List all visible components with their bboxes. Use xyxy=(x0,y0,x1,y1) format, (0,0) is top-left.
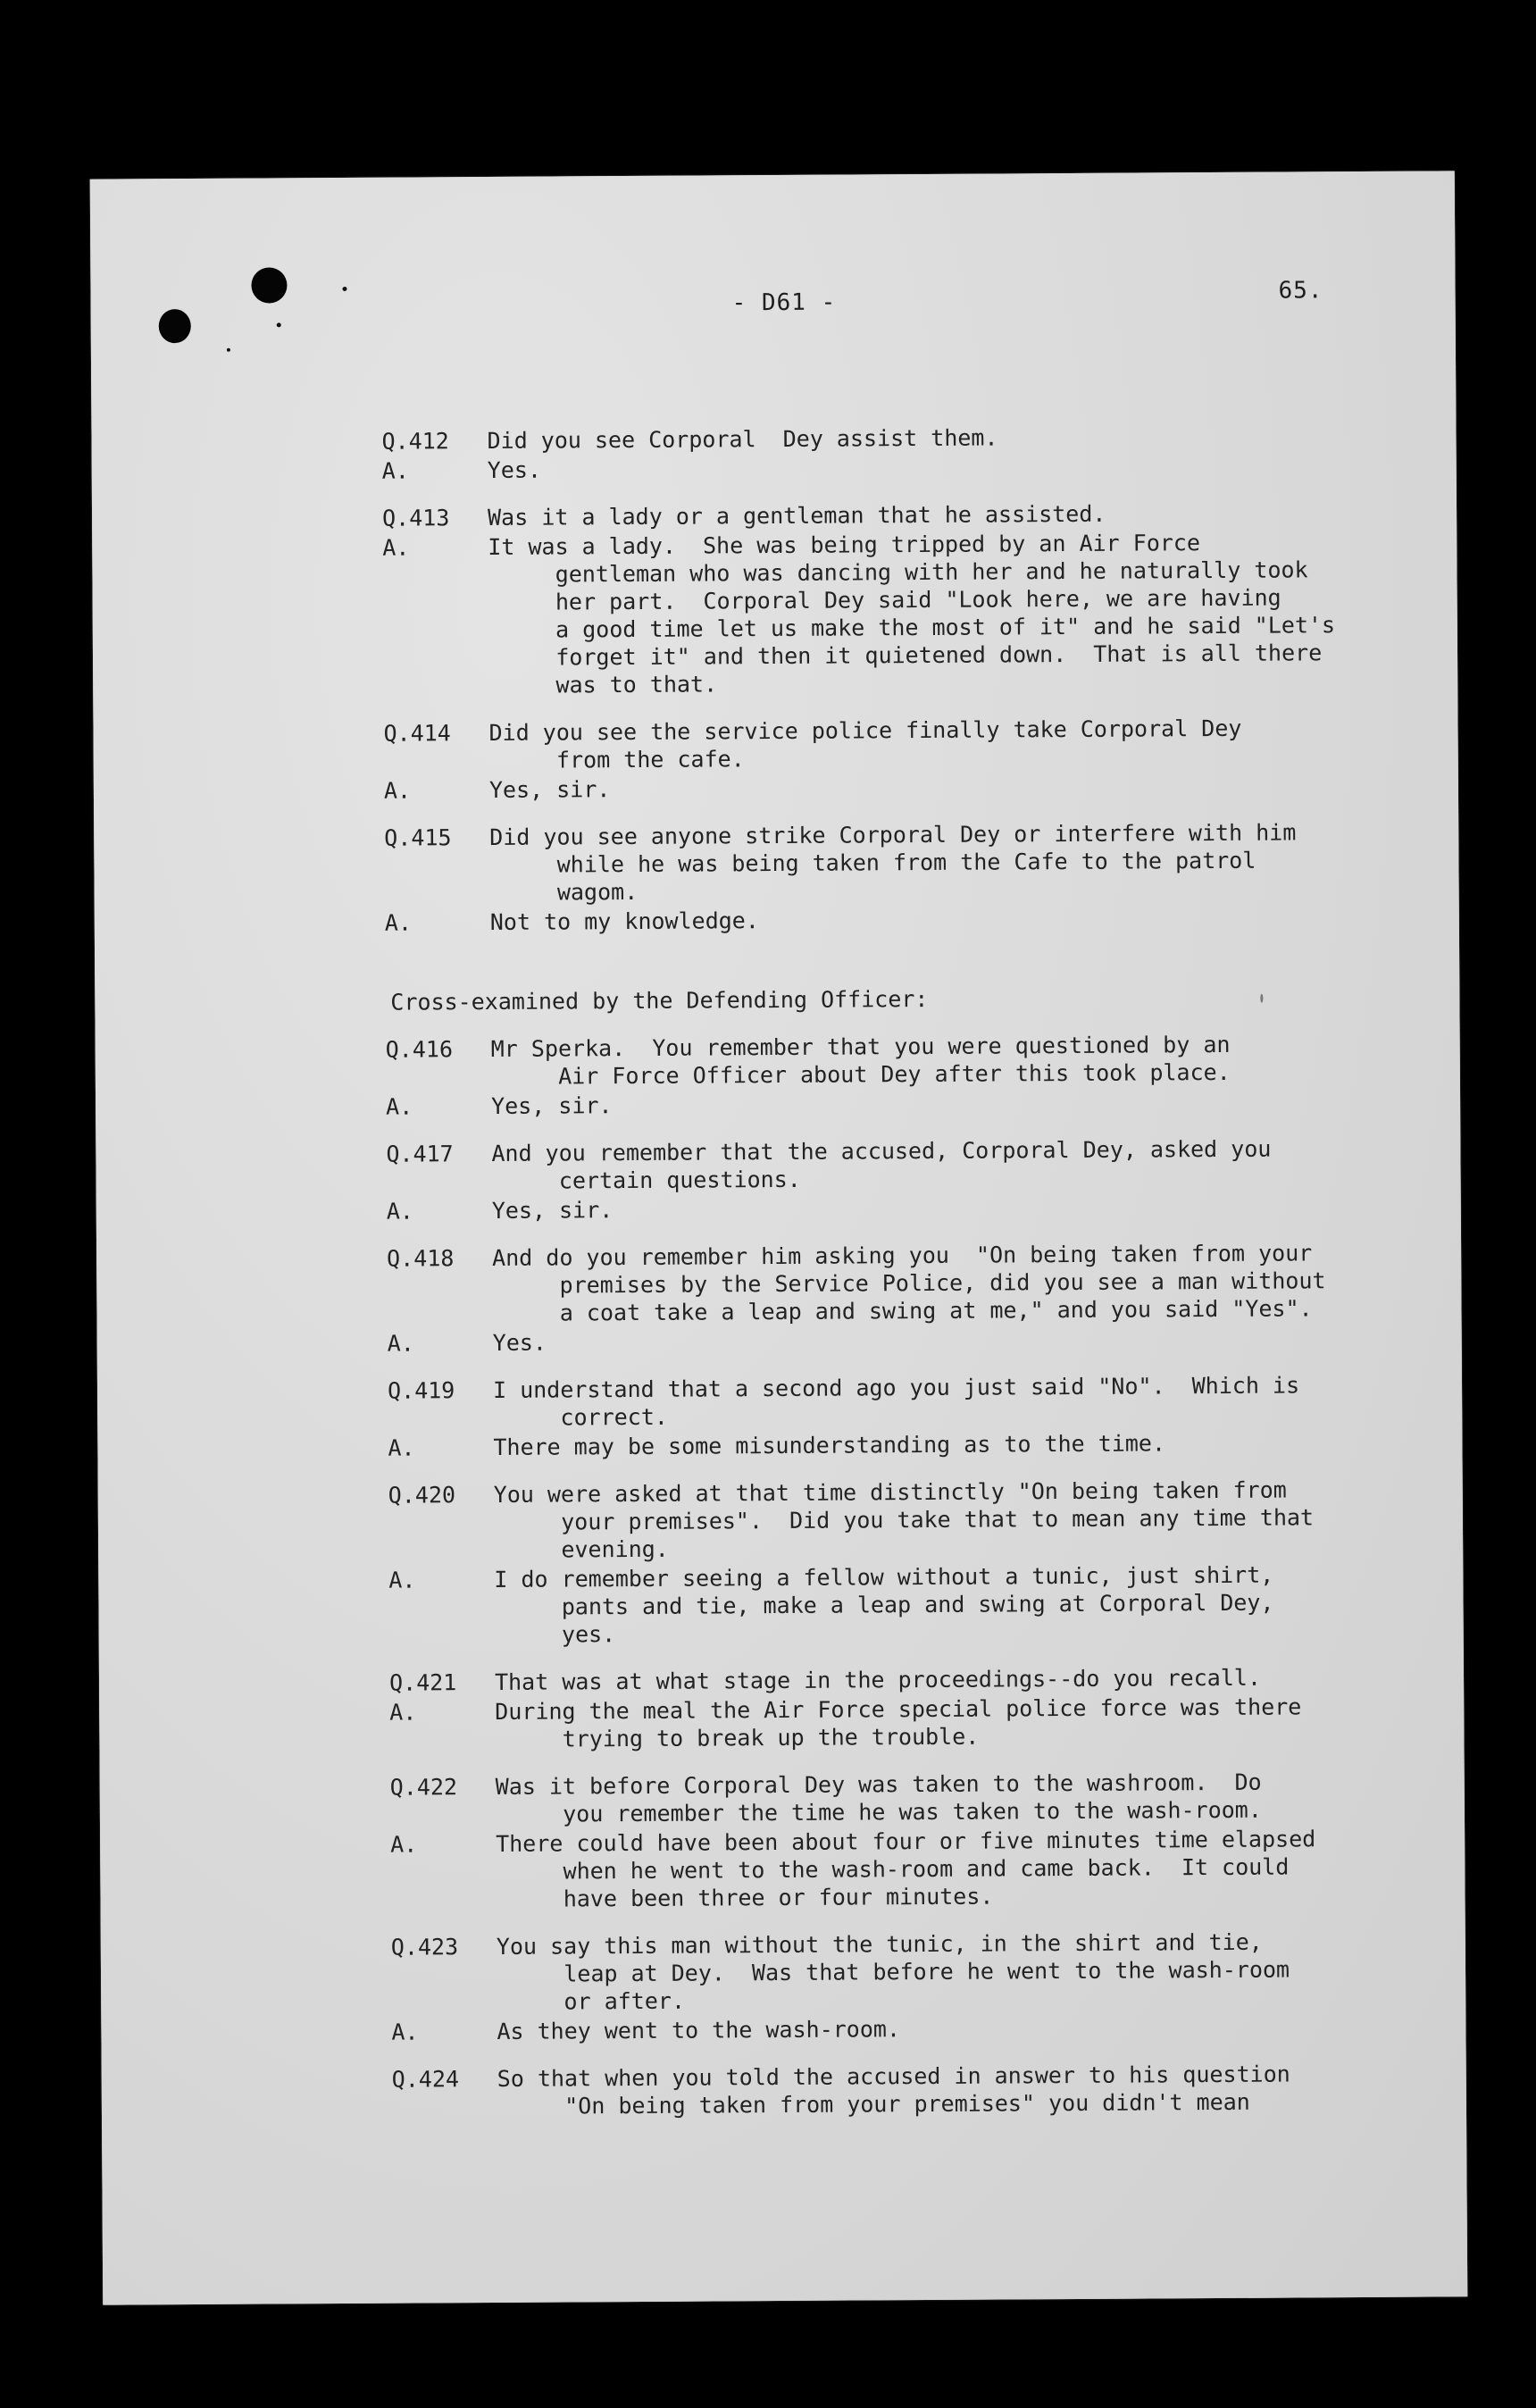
question-text: Did you see Corporal Dey assist them. xyxy=(487,424,998,454)
question-number: Q.413 xyxy=(381,505,450,531)
transcript xyxy=(381,422,1392,2121)
answer-marker: A. xyxy=(389,1699,417,1726)
answer-marker: A. xyxy=(386,1093,413,1120)
answer-text: There could have been about four or five minutes time elapsed when he went to the wash-room and came back. It could have been three or four minutes. xyxy=(496,1826,1316,1912)
question-entry xyxy=(384,818,1385,907)
answer-entry xyxy=(391,2012,1391,2046)
punch-hole xyxy=(159,309,191,343)
question-text: Mr Sperka. You remember that you were questioned by an Air Force Officer about Dey after this took place. xyxy=(490,1031,1231,1090)
question-entry xyxy=(383,714,1383,775)
question-number: Q.418 xyxy=(387,1245,455,1272)
question-number: Q.424 xyxy=(391,2066,460,2093)
ink-speck xyxy=(227,348,230,352)
answer-text: Yes, sir. xyxy=(491,1092,613,1119)
question-text: So that when you told the accused in answer to his question "On being taken from your premises" you didn't mean xyxy=(497,2061,1290,2120)
cross-examination-heading: Cross-examined by the Defending Officer: xyxy=(390,985,929,1016)
answer-marker: A. xyxy=(391,2019,419,2045)
typed-page xyxy=(90,171,1468,2304)
answer-text: There may be some misunderstanding as to the time. xyxy=(493,1430,1166,1460)
page-number: 65. xyxy=(1278,277,1323,305)
question-entry xyxy=(388,1476,1390,1565)
question-number: Q.416 xyxy=(385,1036,454,1063)
question-number: Q.422 xyxy=(389,1774,458,1801)
answer-entry xyxy=(382,451,1382,485)
answer-entry xyxy=(386,1087,1386,1121)
question-text: And do you remember him asking you "On being taken from your premises by the Service Police, did you see a man without a coat take a leap and swing at me," and you said "Yes". xyxy=(492,1240,1326,1326)
answer-text: Not to my knowledge. xyxy=(489,907,759,935)
question-text: You say this man without the tunic, in the shirt and tie, leap at Dey. Was that before he went to the wash-room or after. xyxy=(496,1928,1290,2015)
question-text: Was it a lady or a gentleman that he assisted. xyxy=(487,500,1106,531)
question-entry xyxy=(381,422,1382,456)
answer-entry xyxy=(382,528,1383,700)
question-entry xyxy=(392,2060,1392,2121)
answer-entry xyxy=(385,903,1385,937)
question-entry xyxy=(387,1239,1388,1328)
question-number: Q.421 xyxy=(388,1669,457,1696)
answer-text: Yes. xyxy=(487,456,542,483)
answer-text: Yes, sir. xyxy=(488,776,611,803)
question-text: I understand that a second ago you just said "No". Which is correct. xyxy=(492,1372,1300,1431)
question-entry xyxy=(382,498,1382,532)
question-entry xyxy=(386,1030,1386,1091)
question-number: Q.417 xyxy=(386,1141,454,1167)
question-number: Q.412 xyxy=(381,428,449,455)
answer-marker: A. xyxy=(384,909,413,936)
answer-text: I do remember seeing a fellow without a tunic, just shirt, pants and tie, make a leap and swing at Corporal Dey, yes. xyxy=(494,1561,1274,1648)
answer-text: Yes, sir. xyxy=(491,1197,614,1224)
question-entry xyxy=(390,1768,1390,1829)
question-number: Q.420 xyxy=(388,1482,456,1509)
answer-marker: A. xyxy=(382,534,410,561)
question-text: And you remember that the accused, Corporal Dey, asked you certain questions. xyxy=(491,1135,1272,1194)
question-number: Q.419 xyxy=(387,1377,455,1404)
question-text: Was it before Corporal Dey was taken to the washroom. Do you remember the time he was taken to the wash-room. xyxy=(495,1768,1262,1827)
answer-marker: A. xyxy=(381,457,409,484)
punch-hole xyxy=(251,267,287,303)
question-text: That was at what stage in the proceedings--do you recall. xyxy=(494,1664,1262,1695)
answer-marker: A. xyxy=(386,1198,414,1225)
answer-marker: A. xyxy=(388,1567,416,1593)
question-entry xyxy=(386,1134,1386,1196)
answer-entry xyxy=(388,1324,1388,1358)
question-text: Did you see the service police finally take Corporal Dey from the cafe. xyxy=(488,715,1242,773)
ink-speck xyxy=(277,322,281,327)
question-text: You were asked at that time distinctly "On being taken from your premises". Did you take that to mean any time that evening. xyxy=(493,1476,1315,1563)
answer-entry xyxy=(388,1428,1388,1462)
answer-text: As they went to the wash-room. xyxy=(497,2016,901,2044)
question-number: Q.415 xyxy=(384,824,452,851)
answer-text: Yes. xyxy=(492,1329,547,1356)
page-header-code: - D61 - xyxy=(731,288,837,317)
question-text: Did you see anyone strike Corporal Dey or interfere with him while he was being taken from the Cafe to the patrol wagom. xyxy=(489,819,1297,906)
answer-entry xyxy=(389,1693,1390,1754)
answer-marker: A. xyxy=(383,777,412,804)
question-entry xyxy=(391,1927,1392,2017)
answer-text: During the meal the Air Force special police force was there trying to break up the trouble. xyxy=(495,1693,1302,1752)
ink-speck xyxy=(342,287,346,291)
question-entry xyxy=(389,1663,1390,1697)
question-number: Q.423 xyxy=(390,1934,459,1961)
answer-entry xyxy=(390,1825,1391,1914)
answer-entry xyxy=(384,771,1384,805)
answer-marker: A. xyxy=(388,1434,415,1461)
answer-marker: A. xyxy=(387,1330,414,1357)
answer-text: It was a lady. She was being tripped by an Air Force gentleman who was dancing with her and he naturally took her part. Corporal Dey said "Look here, we are having a good time let us make the most of it" and he said "Let's forget it" and then it quietened down. That is all there was to that. xyxy=(488,530,1336,698)
question-number: Q.414 xyxy=(383,720,451,747)
answer-marker: A. xyxy=(390,1831,418,1858)
question-entry xyxy=(388,1371,1388,1433)
answer-entry xyxy=(387,1191,1387,1225)
answer-entry xyxy=(388,1560,1390,1650)
